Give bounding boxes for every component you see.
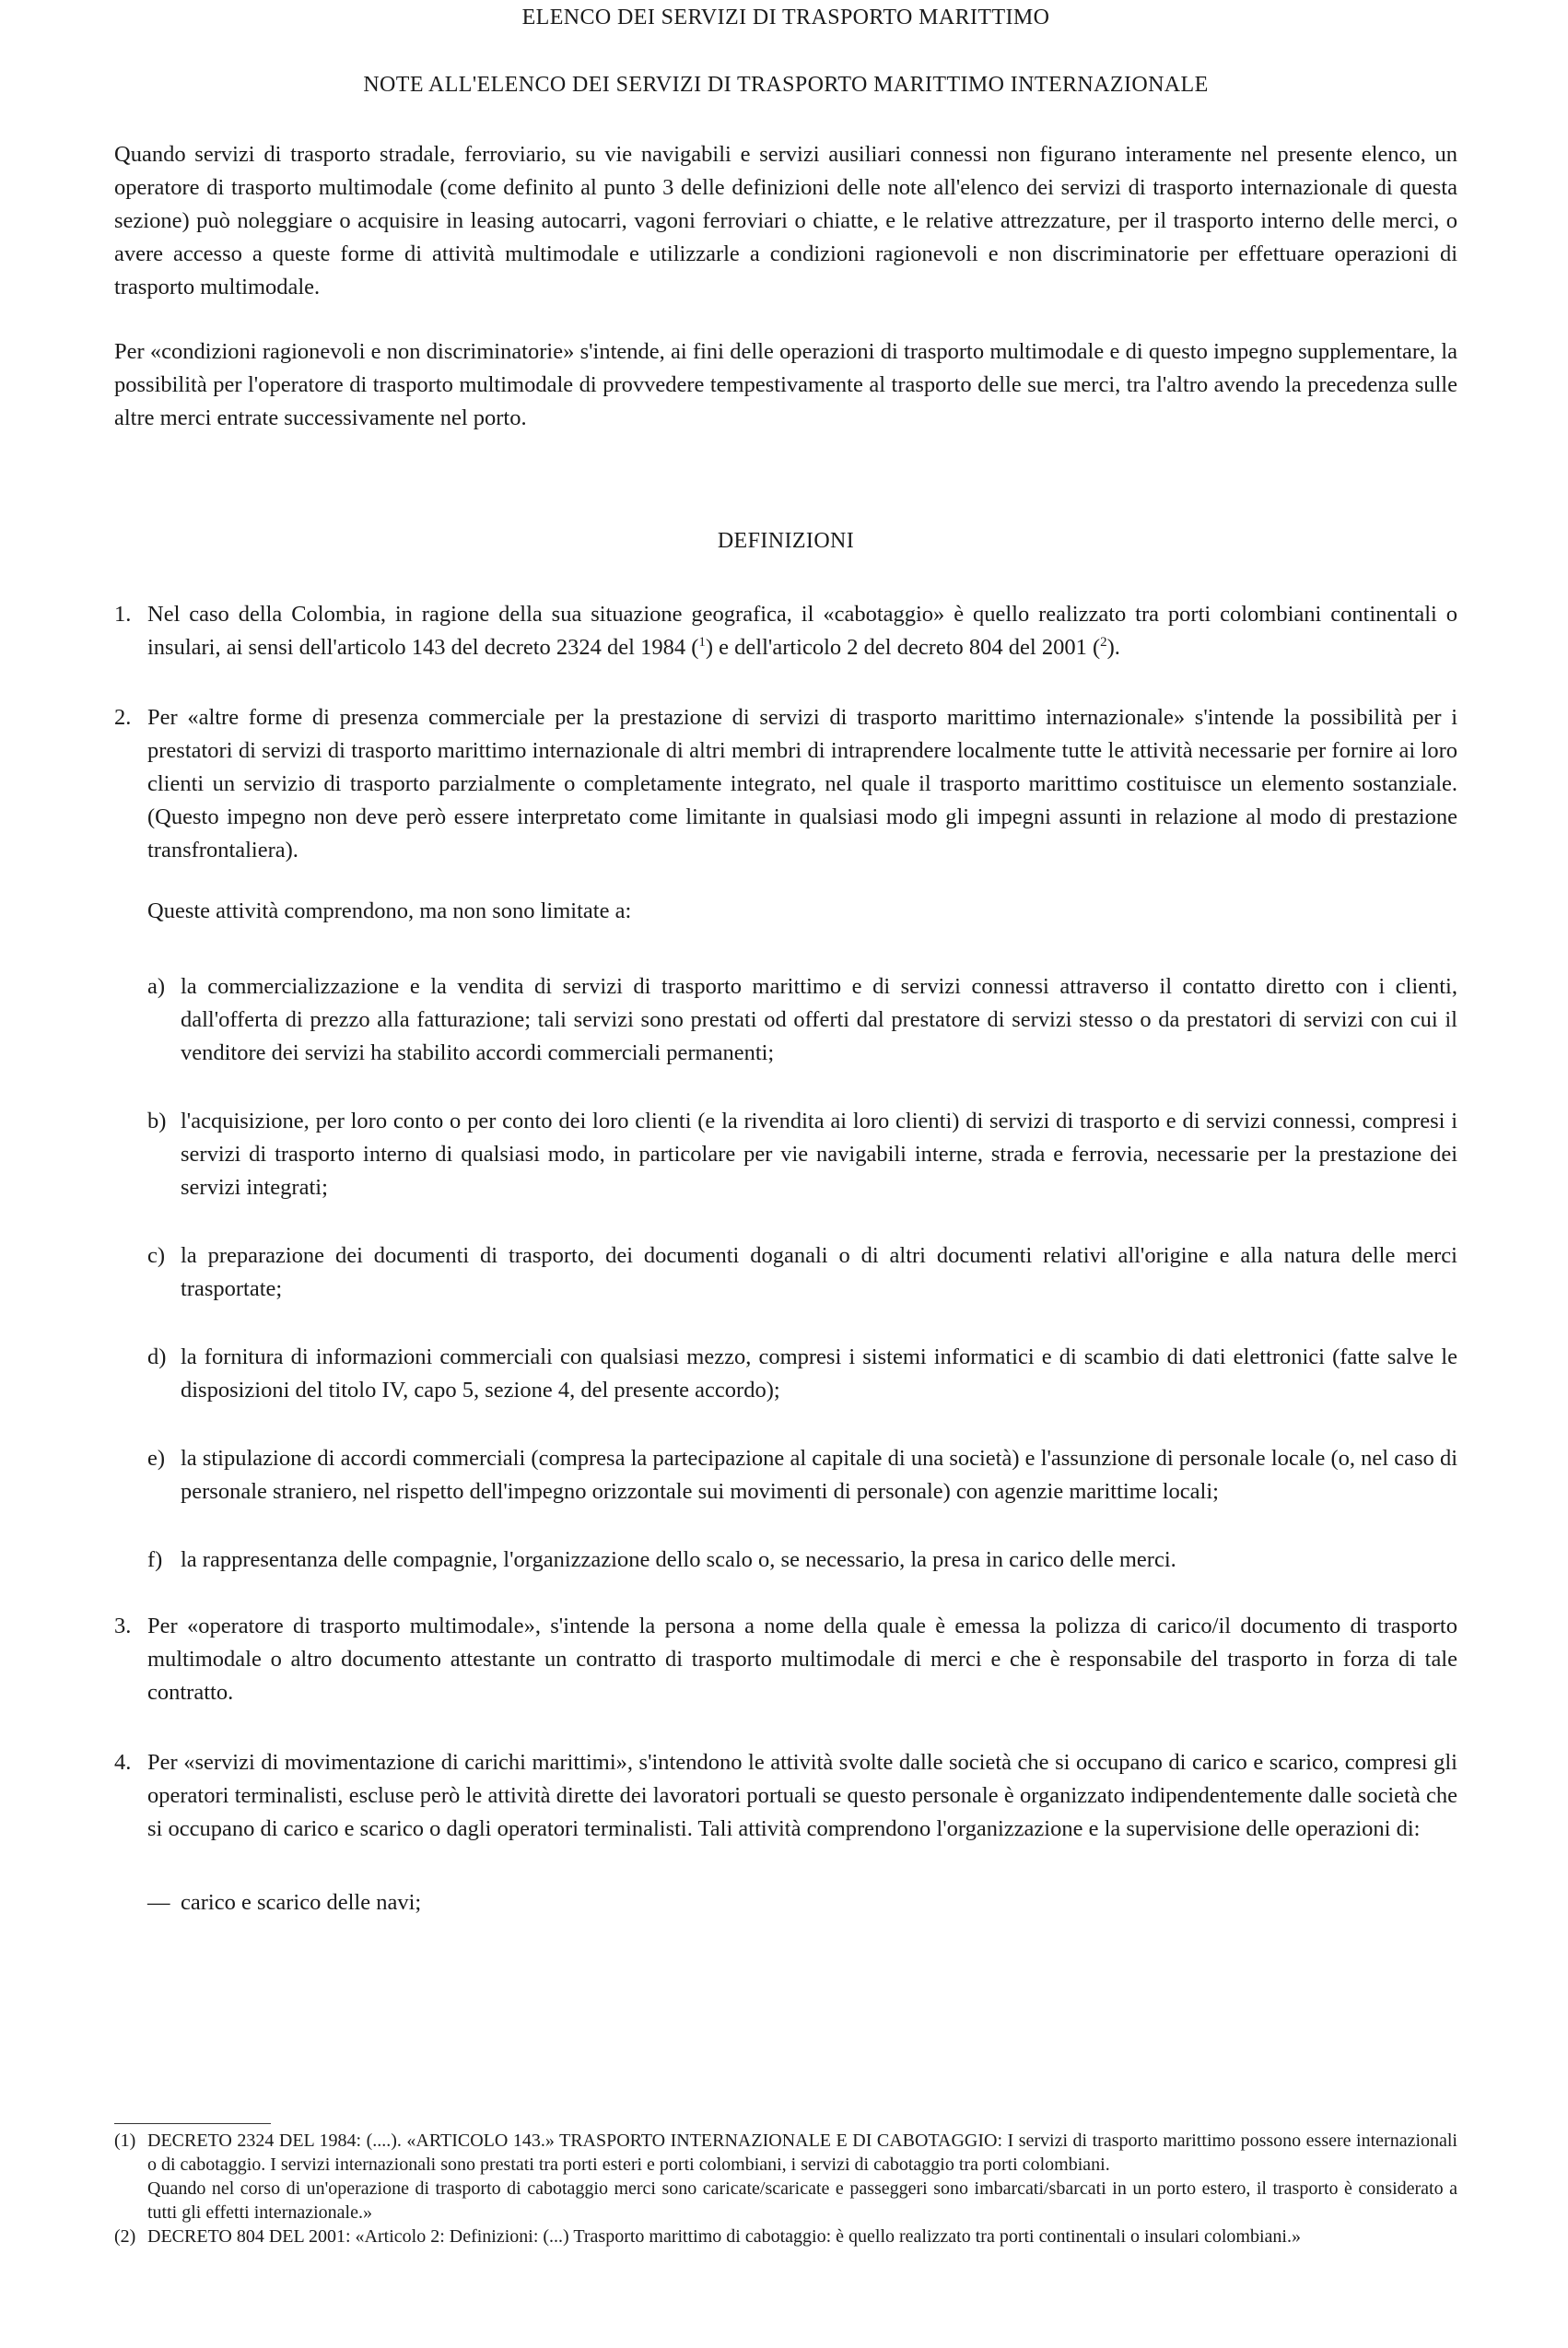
list-item-b: [147, 1105, 1457, 1204]
definition-number: 3.: [114, 1614, 132, 1638]
footnote-ref-2[interactable]: 2: [1100, 634, 1107, 650]
definition-2: [114, 701, 1457, 1577]
footnote-1-continuation: Quando nel corso di un'operazione di trasporto di cabotaggio merci sono caricate/scaricate e passeggeri sono imbarcati/sbarcati in un porto estero, il trasporto è considerato a tutti gli effetti internazionale.»: [147, 2178, 1457, 2223]
list-item-letter: d): [147, 1344, 167, 1369]
definition-text: Per «servizi di movimentazione di carichi marittimi», s'intendono le attività svolte dalle società che si occupano di carico e scarico, compresi gli operatori terminalisti, escluse però le attività dirette dei lavoratori portuali se questo personale è organizzato indipendentemente dalle società che si occupano di carico e scarico o dagli operatori terminalisti. Tali attività comprendono l'organizzazione e la supervisione delle operazioni di:: [147, 1750, 1457, 1841]
definition-text-part: Nel caso della Colombia, in ragione della sua situazione geografica, il «cabotaggio» è quello realizzato tra porti colombiani continentali o insulari, ai sensi dell'articolo 143 del decreto 2324 del 1984 (: [147, 602, 1457, 660]
list-item-letter: f): [147, 1547, 163, 1572]
list-item-text: la commercializzazione e la vendita di servizi di trasporto marittimo e di servizi connessi attraverso il contatto diretto con i clienti, dall'offerta di prezzo alla fatturazione; tali servizi sono prestati od offerti dal prestatore di servizi stesso o da prestatori di servizi con cui il venditore dei servizi ha stabilito accordi commerciali permanenti;: [181, 974, 1457, 1065]
definitions-title: DEFINIZIONI: [717, 529, 855, 553]
list-item-e: [147, 1442, 1457, 1509]
section-title: NOTE ALL'ELENCO DEI SERVIZI DI TRASPORTO MARITTIMO INTERNAZIONALE: [363, 73, 1209, 97]
footnote-text: DECRETO 804 DEL 2001: «Articolo 2: Definizioni: (...) Trasporto marittimo di cabotaggio: è quello realizzato tra porti continentali o insulari colombiani.»: [147, 2226, 1301, 2247]
footnote-2: [114, 2225, 1457, 2248]
running-head: ELENCO DEI SERVIZI DI TRASPORTO MARITTIMO: [521, 6, 1050, 29]
definition-3: [114, 1610, 1457, 1709]
dash-item-text: carico e scarico delle navi;: [181, 1890, 422, 1915]
definition-number: 1.: [114, 602, 132, 627]
footnote-1: [114, 2129, 1457, 2177]
definition-text: Per «operatore di trasporto multimodale», s'intende la persona a nome della quale è emessa la polizza di carico/il documento di trasporto multimodale o altro documento attestante un contratto di trasporto multimodale di merci e che è responsabile del trasporto in forza di tale contratto.: [147, 1614, 1457, 1705]
list-item-c: [147, 1239, 1457, 1306]
footnote-separator: [114, 2123, 271, 2124]
definition-number: 2.: [114, 705, 132, 730]
definition-text-part: ).: [1106, 635, 1120, 660]
definition-text-part: ) e dell'articolo 2 del decreto 804 del 2001 (: [705, 635, 1101, 660]
definition-text: Per «altre forme di presenza commerciale per la prestazione di servizi di trasporto marittimo internazionale» s'intende la possibilità per i prestatori di servizi di trasporto marittimo internazionale di altri membri di intraprendere localmente tutte le attività necessarie per fornire ai loro clienti un servizio di trasporto parzialmente o completamente integrato, nel quale il trasporto marittimo costituisce un elemento sostanziale. (Questo impegno non deve però essere interpretato come limitante in qualsiasi modo gli impegni assunti in relazione al modo di prestazione transfrontaliera).: [147, 705, 1457, 863]
footnotes: [114, 2129, 1457, 2248]
footnote-mark: (1): [114, 2131, 136, 2151]
list-item-text: la fornitura di informazioni commerciali con qualsiasi mezzo, compresi i sistemi informatici e di scambio di dati elettronici (fatte salve le disposizioni del titolo IV, capo 5, sezione 4, del presente accordo);: [181, 1344, 1457, 1403]
definition-4: [114, 1746, 1457, 1919]
list-item-a: [147, 970, 1457, 1070]
definition-1: [114, 598, 1457, 664]
list-item-d: [147, 1341, 1457, 1407]
list-item-letter: e): [147, 1446, 166, 1471]
list-item-letter: b): [147, 1109, 167, 1133]
list-item-text: la stipulazione di accordi commerciali (compresa la partecipazione al capitale di una società) e l'assunzione di personale locale (o, nel caso di personale straniero, nel rispetto dell'impegno orizzontale sui movimenti di personale) con agenzie marittime locali;: [181, 1446, 1457, 1504]
dash-mark: —: [147, 1890, 170, 1915]
definition-subparagraph: Queste attività comprendono, ma non sono limitate a:: [147, 898, 632, 923]
dash-list-item: [147, 1886, 1457, 1919]
definition-text: [147, 598, 1457, 664]
list-item-letter: a): [147, 974, 166, 999]
footnote-text: DECRETO 2324 DEL 1984: (....). «ARTICOLO 143.» TRASPORTO INTERNAZIONALE E DI CABOTAGGIO: I servizi di trasporto marittimo possono essere internazionali o di cabotaggio. I servizi internazionali sono prestati tra porti esteri e porti colombiani, i servizi di cabotaggio tra porti colombiani.: [147, 2131, 1457, 2175]
footnote-mark: (2): [114, 2226, 136, 2247]
definition-body: [147, 1746, 1457, 1919]
list-item-letter: c): [147, 1243, 166, 1268]
footnote-ref-1[interactable]: 1: [698, 634, 706, 650]
definition-body: [147, 701, 1457, 1577]
definition-number: 4.: [114, 1750, 132, 1775]
intro-paragraph-1: Quando servizi di trasporto stradale, ferroviario, su vie navigabili e servizi ausiliari connessi non figurano interamente nel presente elenco, un operatore di trasporto multimodale (come definito al punto 3 delle definizioni delle note all'elenco dei servizi di trasporto internazionale di questa sezione) può noleggiare o acquisire in leasing autocarri, vagoni ferroviari o chiatte, e le relative attrezzature, per il trasporto interno delle merci, o avere accesso a queste forme di attività multimodale e utilizzarle a condizioni ragionevoli e non discriminatorie per effettuare operazioni di trasporto multimodale.: [114, 142, 1457, 299]
list-item-text: la preparazione dei documenti di trasporto, dei documenti doganali o di altri documenti relativi all'origine e alla natura delle merci trasportate;: [181, 1243, 1457, 1301]
intro-paragraph-2: Per «condizioni ragionevoli e non discriminatorie» s'intende, ai fini delle operazioni di trasporto multimodale e di questo impegno supplementare, la possibilità per l'operatore di trasporto multimodale di provvedere tempestivamente al trasporto delle sue merci, tra l'altro avendo la precedenza sulle altre merci entrate successivamente nel porto.: [114, 339, 1457, 430]
list-item-text: l'acquisizione, per loro conto o per conto dei loro clienti (e la rivendita ai loro clienti) di servizi di trasporto e di servizi connessi, compresi i servizi di trasporto interno di qualsiasi modo, in particolare per vie navigabili interne, strada e ferrovia, necessarie per la prestazione dei servizi integrati;: [181, 1109, 1457, 1200]
list-item-f: [147, 1544, 1457, 1577]
list-item-text: la rappresentanza delle compagnie, l'organizzazione dello scalo o, se necessario, la presa in carico delle merci.: [181, 1547, 1176, 1572]
